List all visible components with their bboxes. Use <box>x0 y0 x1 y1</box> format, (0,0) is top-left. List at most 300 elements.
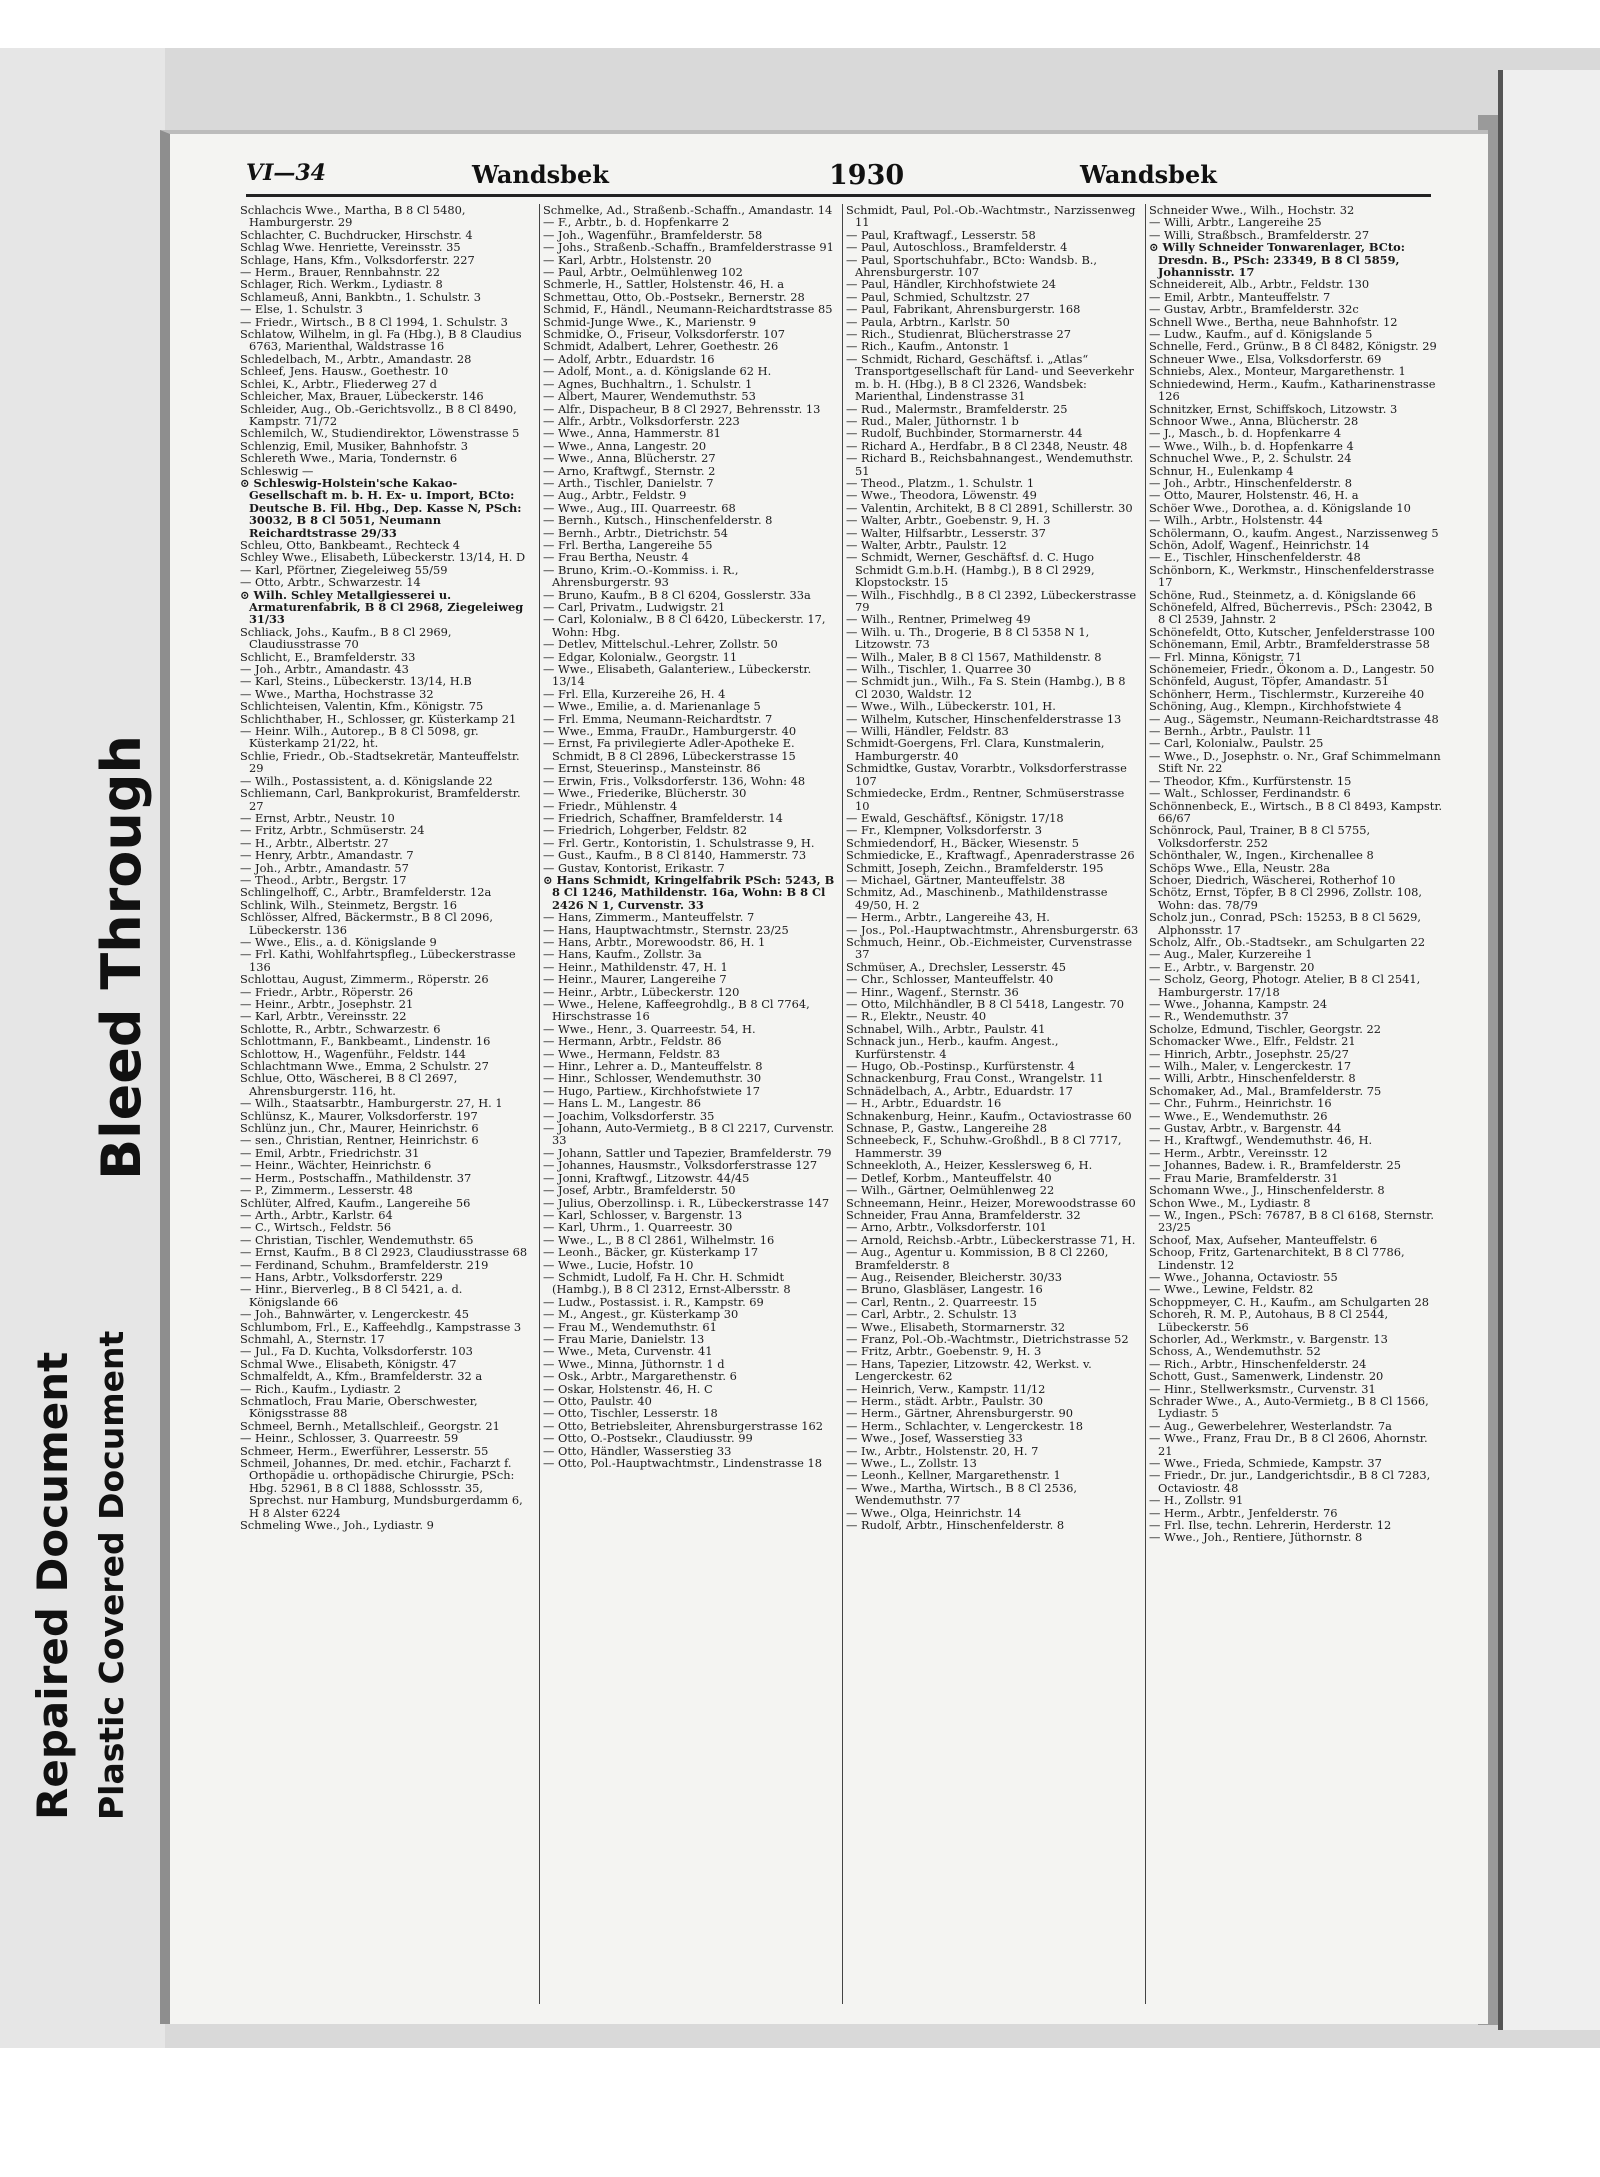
directory-entry: Schöer Wwe., Dorothea, a. d. Königslande 10 <box>1149 500 1411 515</box>
directory-entry: — Karl, Uhrm., 1. Quarreestr. 30 <box>543 1220 733 1235</box>
directory-entry: — Chr., Schlosser, Manteuffelstr. 40 <box>846 972 1054 987</box>
directory-entry: — Gust., Kaufm., B 8 Cl 8140, Hammerstr. 73 <box>543 848 807 863</box>
directory-entry: — Heinr., Arbtr., Lübeckerstr. 120 <box>543 984 740 999</box>
directory-entry: — sen., Christian, Rentner, Heinrichstr. 6 <box>240 1133 479 1148</box>
directory-entry: — Carl, Privatm., Ludwigstr. 21 <box>543 600 726 614</box>
directory-entry: Schomann Wwe., J., Hinschenfelderstr. 8 <box>1149 1183 1385 1198</box>
vertical-labels <box>10 700 160 1840</box>
column-divider <box>1145 204 1146 2004</box>
directory-entry: Schlachtmann Wwe., Emma, 2 Schulstr. 27 <box>240 1059 489 1074</box>
directory-entry: — Heinr., Schlosser, 3. Quarreestr. 59 <box>240 1431 459 1446</box>
directory-entry: — Wwe., Martha, Wirtsch., B 8 Cl 2536, Wendemuthstr. 77 <box>846 1480 1077 1508</box>
directory-entry: — E., Arbtr., v. Bargenstr. 20 <box>1149 959 1315 974</box>
directory-entry: — Heinr., Arbtr., Josephstr. 21 <box>240 997 414 1011</box>
directory-entry: — Otto, Arbtr., Schwarzestr. 14 <box>240 575 421 590</box>
directory-entry: — Johannes, Badew. i. R., Bramfelderstr. 25 <box>1149 1158 1402 1173</box>
directory-entry: — Paul, Autoschloss., Bramfelderstr. 4 <box>846 240 1068 255</box>
directory-entry: — Wwe., L., B 8 Cl 2861, Wilhelmstr. 16 <box>543 1232 775 1247</box>
directory-entry: Schlüter, Alfred, Kaufm., Langereihe 56 <box>240 1195 471 1210</box>
directory-entry: Schönherr, Herm., Tischlermstr., Kurzereihe 40 <box>1149 686 1425 701</box>
directory-entry: Schönnenbeck, E., Wirtsch., B 8 Cl 8493, Kampstr. 66/67 <box>1149 798 1443 825</box>
directory-entry: — Adolf, Mont., a. d. Königslande 62 H. <box>543 364 772 379</box>
directory-entry: — H., Arbtr., Albertstr. 27 <box>240 835 389 850</box>
directory-entry: — Albert, Maurer, Wendemuthstr. 53 <box>543 389 756 404</box>
directory-entry: Schlue, Otto, Wäscherei, B 8 Cl 2697, Ahrensburgerstr. 116, ht. <box>240 1071 458 1098</box>
directory-entry: — Otto, Paulstr. 40 <box>543 1394 652 1408</box>
directory-entry: Schnase, P., Gastw., Langereihe 28 <box>846 1121 1048 1136</box>
directory-entry: — R., Wendemuthstr. 37 <box>1149 1009 1289 1024</box>
directory-entry: Schmerle, H., Sattler, Holstenstr. 46, H. a <box>543 277 784 292</box>
directory-entry: — Theod., Arbtr., Bergstr. 17 <box>240 872 407 887</box>
directory-entry: — Alfr., Arbtr., Volksdorferstr. 223 <box>543 413 740 428</box>
directory-entry: ⊙ Willy Schneider Tonwarenlager, BCto: Dresdn. B., PSch: 23349, B 8 Cl 5859, Johannisstr. 17 <box>1149 240 1405 280</box>
directory-entry: — Paul, Arbtr., Oelmühlenweg 102 <box>543 265 743 280</box>
directory-entry: — Hans, Arbtr., Volksdorferstr. 229 <box>240 1269 443 1284</box>
directory-entry: Schnelle, Ferd., Grünw., B 8 Cl 8482, Königstr. 29 <box>1149 339 1437 354</box>
directory-entry: — Oskar, Holstenstr. 46, H. C <box>543 1381 713 1396</box>
directory-entry: Schmahl, A., Sternstr. 17 <box>240 1331 385 1346</box>
directory-entry: — Hermann, Arbtr., Feldstr. 86 <box>543 1034 722 1049</box>
directory-entry: Schmidtke, Gustav, Vorarbtr., Volksdorferstrasse 107 <box>846 761 1127 788</box>
directory-entry: — H., Kraftwgf., Wendemuthstr. 46, H. <box>1149 1133 1373 1148</box>
directory-entry: — Bernh., Arbtr., Dietrichstr. 54 <box>543 525 728 540</box>
directory-entry: — Wwe., Anna, Hammerstr. 81 <box>543 426 721 441</box>
directory-entry: Schmelke, Ad., Straßenb.-Schaffn., Amandastr. 14 <box>543 204 833 217</box>
directory-column-3 <box>846 204 1140 2004</box>
directory-entry: — Fritz, Arbtr., Goebenstr. 9, H. 3 <box>846 1344 1042 1359</box>
directory-entry: Schmidt, Adalbert, Lehrer, Goethestr. 26 <box>543 339 779 354</box>
directory-entry: — Herm., Arbtr., Jenfelderstr. 76 <box>1149 1505 1338 1520</box>
directory-entry: — Paul, Schmied, Schultzstr. 27 <box>846 289 1030 304</box>
directory-entry: Schnitzker, Ernst, Schiffskoch, Litzowstr. 3 <box>1149 401 1398 416</box>
directory-entry: — Wilh., Maler, B 8 Cl 1567, Mathildenstr. 8 <box>846 649 1102 664</box>
directory-entry: — Paula, Arbtrn., Karlstr. 50 <box>846 314 1010 329</box>
directory-entry: — F., Arbtr., b. d. Hopfenkarre 2 <box>543 215 730 230</box>
directory-entry: Schleswig — <box>240 463 314 478</box>
directory-columns <box>240 204 1443 2004</box>
directory-entry: — Ernst, Fa privilegierte Adler-Apotheke E. Schmidt, B 8 Cl 2896, Lübeckerstrasse 15 <box>543 736 796 763</box>
directory-entry: — W., Ingen., PSch: 76787, B 8 Cl 6168, Sternstr. 23/25 <box>1149 1207 1434 1235</box>
directory-entry: — Joh., Arbtr., Hinschenfelderstr. 8 <box>1149 475 1352 490</box>
directory-entry: — Frl. Ella, Kurzereihe 26, H. 4 <box>543 686 726 701</box>
directory-entry: — Otto, Betriebsleiter, Ahrensburgerstrasse 162 <box>543 1418 823 1433</box>
directory-entry: — Frl. Ilse, techn. Lehrerin, Herderstr. 12 <box>1149 1518 1392 1533</box>
directory-entry: — Wwe., Helene, Kaffeegrohdlg., B 8 Cl 7764, Hirschstrasse 16 <box>543 997 810 1024</box>
directory-entry: — Heinr., Wächter, Heinrichstr. 6 <box>240 1158 432 1173</box>
directory-entry: — Erwin, Fris., Volksdorferstr. 136, Wohn: 48 <box>543 773 806 788</box>
directory-entry: — Richard B., Reichsbahnangest., Wendemuthstr. 51 <box>846 451 1134 478</box>
directory-entry: — Wwe., Martha, Hochstrasse 32 <box>240 686 434 701</box>
directory-entry: — Wwe., Minna, Jüthornstr. 1 d <box>543 1356 725 1371</box>
directory-entry: Schlachter, C. Buchdrucker, Hirschstr. 4 <box>240 227 473 242</box>
page-header <box>246 158 1431 197</box>
directory-entry: — Aug., Arbtr., Feldstr. 9 <box>543 488 687 503</box>
directory-entry: — Ewald, Geschäftsf., Königstr. 17/18 <box>846 810 1064 825</box>
column-divider <box>539 204 540 2004</box>
directory-entry: — Julius, Oberzollinsp. i. R., Lübeckerstrasse 147 <box>543 1195 830 1210</box>
directory-entry: — Gustav, Arbtr., Bramfelderstr. 32c <box>1149 302 1359 317</box>
directory-entry: Schönemeier, Friedr., Ökonom a. D., Langestr. 50 <box>1149 662 1435 677</box>
directory-entry: — Rich., Kaufm., Lydiastr. 2 <box>240 1381 401 1396</box>
directory-entry: Schlottow, H., Wagenführ., Feldstr. 144 <box>240 1046 466 1061</box>
directory-entry: — Bernh., Arbtr., Paulstr. 11 <box>1149 724 1312 739</box>
directory-entry: — Leonh., Kellner, Margarethenstr. 1 <box>846 1468 1061 1483</box>
directory-entry: — Otto, Maurer, Holstenstr. 46, H. a <box>1149 488 1359 503</box>
directory-entry: — Wwe., Elis., a. d. Königslande 9 <box>240 934 437 949</box>
directory-column-2 <box>543 204 837 2004</box>
directory-entry: — Hinr., Wagenf., Sternstr. 36 <box>846 984 1019 999</box>
directory-entry: — Wwe., Meta, Curvenstr. 41 <box>543 1344 713 1359</box>
directory-entry: Schniedewind, Herm., Kaufm., Katharinenstrasse 126 <box>1149 376 1436 404</box>
directory-entry: Schrader Wwe., A., Auto-Vermietg., B 8 Cl 1566, Lydiastr. 5 <box>1149 1394 1429 1421</box>
directory-entry: — Heinrich, Verw., Kampstr. 11/12 <box>846 1381 1046 1396</box>
directory-entry: Schlünz jun., Chr., Maurer, Heinrichstr. 6 <box>240 1121 479 1136</box>
directory-entry: — Hinr., Schlosser, Wendemuthstr. 30 <box>543 1071 762 1086</box>
directory-entry: — Rud., Maler, Jüthornstr. 1 b <box>846 413 1019 428</box>
directory-entry: Schmettau, Otto, Ob.-Postsekr., Bernerstr. 28 <box>543 289 805 304</box>
directory-entry: — Rich., Arbtr., Hinschenfelderstr. 24 <box>1149 1356 1367 1371</box>
directory-entry: — Theodor, Kfm., Kurfürstenstr. 15 <box>1149 773 1352 788</box>
directory-entry: — Friedr., Dr. jur., Landgerichtsdir., B 8 Cl 7283, Octaviostr. 48 <box>1149 1468 1431 1495</box>
directory-entry: Schleider, Aug., Ob.-Gerichtsvollz., B 8 Cl 8490, Kampstr. 71/72 <box>240 401 517 428</box>
directory-entry: — Franz, Pol.-Ob.-Wachtmstr., Dietrichstrasse 52 <box>846 1331 1129 1346</box>
directory-entry: — Friedrich, Schaffner, Bramfelderstr. 14 <box>543 810 783 825</box>
directory-entry: — Aug., Reisender, Bleicherstr. 30/33 <box>846 1269 1063 1284</box>
directory-entry: Schneuer Wwe., Elsa, Volksdorferstr. 69 <box>1149 351 1382 366</box>
directory-entry: Schlünsz, K., Maurer, Volksdorferstr. 197 <box>240 1108 478 1123</box>
directory-entry: — R., Elektr., Neustr. 40 <box>846 1009 987 1024</box>
directory-entry: — Herm., städt. Arbtr., Paulstr. 30 <box>846 1394 1043 1408</box>
directory-entry: — Arno, Kraftwgf., Sternstr. 2 <box>543 463 716 478</box>
directory-entry: — Hans L. M., Langestr. 86 <box>543 1096 701 1111</box>
directory-entry: — Rich., Studienrat, Blücherstrasse 27 <box>846 327 1072 342</box>
directory-entry: — Wwe., Aug., III. Quarreestr. 68 <box>543 500 736 515</box>
directory-entry: Schmidke, O., Friseur, Volksdorferstr. 107 <box>543 327 786 342</box>
directory-entry: — Karl, Pförtner, Ziegeleiweg 55/59 <box>240 562 448 577</box>
directory-entry: — Gustav, Arbtr., v. Bargenstr. 44 <box>1149 1121 1342 1136</box>
directory-entry: — Frau Marie, Danielstr. 13 <box>543 1331 705 1346</box>
directory-entry: Schmüser, A., Drechsler, Lesserstr. 45 <box>846 959 1066 974</box>
directory-entry: — Jonni, Kraftwgf., Litzowstr. 44/45 <box>543 1170 750 1185</box>
city-heading-right: Wandsbek <box>1080 160 1217 189</box>
directory-entry: — Schmidt jun., Wilh., Fa S. Stein (Hambg.), B 8 Cl 2030, Waldstr. 12 <box>846 674 1126 701</box>
directory-entry: Scholz jun., Conrad, PSch: 15253, B 8 Cl 5629, Alphonsstr. 17 <box>1149 910 1421 937</box>
directory-entry: Schölermann, O., kaufm. Angest., Narzissenweg 5 <box>1149 525 1439 540</box>
directory-entry: ⊙ Schleswig-Holstein'sche Kakao-Gesellschaft m. b. H. Ex- u. Import, BCto: Deutsche B. Fil. Hbg., Dep. Kasse N, PSch: 30032, B 8 Cl 5051, Neumann Reichardtstrasse 29/33 <box>240 475 522 540</box>
directory-entry: — Frl. Gertr., Kontoristin, 1. Schulstrasse 9, H. <box>543 835 815 850</box>
directory-entry: — Bruno, Kaufm., B 8 Cl 6204, Gosslerstr. 33a <box>543 587 811 602</box>
directory-entry: — Carl, Kolonialw., Paulstr. 25 <box>1149 736 1324 751</box>
directory-entry: — Wwe., Elisabeth, Galanteriew., Lübeckerstr. 13/14 <box>543 662 812 689</box>
directory-entry: — M., Angest., gr. Küsterkamp 30 <box>543 1307 739 1322</box>
directory-entry: Schneekloth, A., Heizer, Kesslersweg 6, H. <box>846 1158 1093 1173</box>
directory-entry: — J., Masch., b. d. Hopfenkarre 4 <box>1149 426 1342 441</box>
directory-entry: — Detlev, Mittelschul.-Lehrer, Zollstr. 50 <box>543 637 778 652</box>
directory-entry: — Hinrich, Arbtr., Josephstr. 25/27 <box>1149 1046 1349 1061</box>
directory-entry: — Willi, Händler, Feldstr. 83 <box>846 724 1009 739</box>
directory-entry: Schlachcis Wwe., Martha, B 8 Cl 5480, Hamburgerstr. 29 <box>240 204 466 230</box>
directory-entry: — Frl. Bertha, Langereihe 55 <box>543 537 713 552</box>
directory-entry: Schott, Gust., Samenwerk, Lindenstr. 20 <box>1149 1369 1384 1384</box>
directory-entry: — Emil, Arbtr., Friedrichstr. 31 <box>240 1145 420 1160</box>
repaired-document-label: Repaired Document <box>28 1351 77 1820</box>
directory-entry: — Aug., Maler, Kurzereihe 1 <box>1149 947 1313 962</box>
directory-entry: Schoer, Diedrich, Wäscherei, Rotherhof 10 <box>1149 872 1396 887</box>
directory-entry: Schoof, Max, Aufseher, Manteuffelstr. 6 <box>1149 1232 1378 1247</box>
directory-entry: — Herm., Postschaffn., Mathildenstr. 37 <box>240 1170 472 1185</box>
directory-entry: Schorler, Ad., Werkmstr., v. Bargenstr. 13 <box>1149 1331 1388 1346</box>
directory-entry: Schmatloch, Frau Marie, Oberschwester, Königsstrasse 88 <box>240 1394 478 1421</box>
directory-entry: — Wwe., Theodora, Löwenstr. 49 <box>846 488 1037 503</box>
directory-entry: — Christian, Tischler, Wendemuthstr. 65 <box>240 1232 474 1247</box>
directory-entry: — Adolf, Arbtr., Eduardstr. 16 <box>543 351 715 366</box>
directory-entry: Schmeer, Herm., Ewerführer, Lesserstr. 55 <box>240 1443 489 1458</box>
directory-entry: Schleicher, Max, Brauer, Lübeckerstr. 146 <box>240 389 484 404</box>
directory-entry: Schönthaler, W., Ingen., Kirchenallee 8 <box>1149 848 1374 863</box>
directory-entry: — Friedr., Wirtsch., B 8 Cl 1994, 1. Schulstr. 3 <box>240 314 508 329</box>
directory-entry: Schmuch, Heinr., Ob.-Eichmeister, Curvenstrasse 37 <box>846 934 1132 962</box>
directory-entry: — Richard A., Herdfabr., B 8 Cl 2348, Neustr. 48 <box>846 438 1128 453</box>
directory-entry: Schomacker Wwe., Elfr., Feldstr. 21 <box>1149 1034 1356 1049</box>
directory-entry: — Aug., Gewerbelehrer, Westerlandstr. 7a <box>1149 1418 1392 1433</box>
directory-entry: Schlereth Wwe., Maria, Tondernstr. 6 <box>240 451 458 466</box>
directory-entry: — Joh., Arbtr., Amandastr. 57 <box>240 860 409 875</box>
directory-entry: — Wwe., D., Josephstr. o. Nr., Graf Schimmelmann Stift Nr. 22 <box>1149 748 1441 776</box>
directory-entry: Schlenzig, Emil, Musiker, Bahnhofstr. 3 <box>240 438 468 453</box>
directory-entry: — Friedr., Arbtr., Röperstr. 26 <box>240 984 413 999</box>
directory-entry: Schmeil, Johannes, Dr. med. etchir., Facharzt f. Orthopädie u. orthopädische Chirurgie, PSch: Hbg. 52961, B 8 Cl 1888, Schlossstr. 35, Sprechst. nur Hamburg, Mundsburgerdamm 6, H 8 Alster 6224 <box>240 1456 523 1520</box>
directory-entry: — Theod., Platzm., 1. Schulstr. 1 <box>846 475 1035 490</box>
directory-entry: Schnabel, Wilh., Arbtr., Paulstr. 41 <box>846 1021 1046 1036</box>
directory-entry: Schlösser, Alfred, Bäckermstr., B 8 Cl 2096, Lübeckerstr. 136 <box>240 910 494 937</box>
directory-entry: — Walt., Schlosser, Ferdinandstr. 6 <box>1149 786 1351 801</box>
directory-entry: — Joh., Arbtr., Amandastr. 43 <box>240 662 409 677</box>
directory-entry: — Wwe., Josef, Wasserstieg 33 <box>846 1431 1023 1446</box>
directory-column-4 <box>1149 204 1443 2004</box>
directory-entry: — Ernst, Arbtr., Neustr. 10 <box>240 810 395 825</box>
directory-entry: — Friedrich, Lohgerber, Feldstr. 82 <box>543 823 748 838</box>
city-heading-left: Wandsbek <box>472 160 609 189</box>
directory-entry: — Carl, Arbtr., 2. Schulstr. 13 <box>846 1307 1017 1322</box>
directory-entry: Schlag Wwe. Henriette, Vereinsstr. 35 <box>240 240 461 255</box>
directory-entry: — Johann, Sattler und Tapezier, Bramfelderstr. 79 <box>543 1145 832 1160</box>
directory-entry: — Walter, Arbtr., Goebenstr. 9, H. 3 <box>846 513 1051 528</box>
directory-entry: Schlumbom, Frl., E., Kaffeehdlg., Kampstrasse 3 <box>240 1319 522 1334</box>
directory-entry: — Carl, Kolonialw., B 8 Cl 6420, Lübeckerstr. 17, Wohn: Hbg. <box>543 612 826 639</box>
directory-entry: Schon Wwe., M., Lydiastr. 8 <box>1149 1195 1311 1210</box>
directory-entry: — Karl, Arbtr., Vereinsstr. 22 <box>240 1009 407 1024</box>
directory-entry: — Else, 1. Schulstr. 3 <box>240 302 363 317</box>
directory-entry: — P., Zimmerm., Lesserstr. 48 <box>240 1183 413 1198</box>
directory-entry: — Karl, Arbtr., Holstenstr. 20 <box>543 252 712 267</box>
directory-entry: — Wwe., Wilh., Lübeckerstr. 101, H. <box>846 699 1056 714</box>
directory-entry: — Hans, Kaufm., Zollstr. 3a <box>543 947 702 962</box>
directory-entry: — Walter, Arbtr., Paulstr. 12 <box>846 537 1007 552</box>
directory-entry: Schleu, Otto, Bankbeamt., Rechteck 4 <box>240 537 461 552</box>
directory-entry: — Wwe., Friederike, Blücherstr. 30 <box>543 786 747 801</box>
directory-entry: Schlingelhoff, C., Arbtr., Bramfelderstr. 12a <box>240 885 492 900</box>
directory-entry: Schnackenburg, Frau Const., Wrangelstr. 11 <box>846 1071 1104 1086</box>
directory-entry: — Paul, Fabrikant, Ahrensburgerstr. 168 <box>846 302 1081 317</box>
directory-entry: — Wwe., Lucie, Hofstr. 10 <box>543 1257 694 1272</box>
directory-entry: Scholz, Alfr., Ob.-Stadtsekr., am Schulgarten 22 <box>1149 934 1426 949</box>
directory-entry: Schneemann, Heinr., Heizer, Morewoodstrasse 60 <box>846 1195 1136 1210</box>
directory-entry: — Wilh., Arbtr., Holstenstr. 44 <box>1149 513 1323 528</box>
directory-entry: — Johannes, Hausmstr., Volksdorferstrasse 127 <box>543 1158 818 1173</box>
directory-entry: — Wwe., Olga, Heinrichstr. 14 <box>846 1505 1022 1520</box>
directory-entry: — Fritz, Arbtr., Schmüserstr. 24 <box>240 823 425 838</box>
directory-entry: Schlottmann, F., Bankbeamt., Lindenstr. 16 <box>240 1034 491 1049</box>
directory-entry: — Detlef, Korbm., Manteuffelstr. 40 <box>846 1170 1052 1185</box>
directory-entry: — Frau Marie, Bramfelderstr. 31 <box>1149 1170 1339 1185</box>
directory-entry: Schneebeck, F., Schuhw.-Großhdl., B 8 Cl 7717, Hammerstr. 39 <box>846 1133 1122 1160</box>
directory-entry: — Wilh. u. Th., Drogerie, B 8 Cl 5358 N 1, Litzowstr. 73 <box>846 624 1090 652</box>
directory-entry: — Wwe., Lewine, Feldstr. 82 <box>1149 1282 1314 1297</box>
directory-entry: — Scholz, Georg, Photogr. Atelier, B 8 Cl 2541, Hamburgerstr. 17/18 <box>1149 972 1421 999</box>
directory-entry: Schledelbach, M., Arbtr., Amandastr. 28 <box>240 351 472 366</box>
directory-entry: Schnakenburg, Heinr., Kaufm., Octaviostrasse 60 <box>846 1108 1132 1123</box>
directory-entry: Schmiedecke, Erdm., Rentner, Schmüserstrasse 10 <box>846 786 1125 813</box>
directory-entry: Schönrock, Paul, Trainer, B 8 Cl 5755, Volksdorferstr. 252 <box>1149 823 1371 850</box>
directory-entry: Schlicht, E., Bramfelderstr. 33 <box>240 649 416 664</box>
plastic-covered-label: Plastic Covered Document <box>92 1330 131 1820</box>
directory-entry: Schoss, A., Wendemuthstr. 52 <box>1149 1344 1321 1359</box>
directory-entry: Schmiedicke, E., Kraftwagf., Apenraderstrasse 26 <box>846 848 1135 863</box>
directory-entry: Schliemann, Carl, Bankprokurist, Bramfelderstr. 27 <box>240 786 521 813</box>
directory-entry: Schönemann, Emil, Arbtr., Bramfelderstrasse 58 <box>1149 637 1430 652</box>
directory-entry: Schnädelbach, A., Arbtr., Eduardstr. 17 <box>846 1083 1073 1098</box>
directory-entry: — Otto, Tischler, Lesserstr. 18 <box>543 1406 718 1421</box>
directory-entry: — Frl. Kathi, Wohlfahrtspfleg., Lübeckerstrasse 136 <box>240 947 516 974</box>
directory-entry: — Ernst, Kaufm., B 8 Cl 2923, Claudiusstrasse 68 <box>240 1245 528 1260</box>
directory-page <box>160 130 1488 2024</box>
directory-entry: — Arno, Arbtr., Volksdorferstr. 101 <box>846 1220 1047 1235</box>
directory-entry: — Wilh., Fischhdlg., B 8 Cl 2392, Lübeckerstrasse 79 <box>846 587 1137 614</box>
bleed-through-label: Bleed Through <box>90 735 153 1180</box>
directory-entry: — Chr., Fuhrm., Heinrichstr. 16 <box>1149 1096 1332 1111</box>
directory-entry: — Hinr., Bierverleg., B 8 Cl 5421, a. d. Königslande 66 <box>240 1282 463 1309</box>
directory-entry: — Wwe., Johanna, Octaviostr. 55 <box>1149 1269 1338 1284</box>
directory-entry: Schmeel, Bernh., Metallschleif., Georgstr. 21 <box>240 1418 500 1433</box>
directory-entry: — Frl. Minna, Königstr. 71 <box>1149 649 1302 664</box>
directory-entry: — Walter, Hilfsarbtr., Lesserstr. 37 <box>846 525 1046 540</box>
directory-entry: — Wwe., Frieda, Schmiede, Kampstr. 37 <box>1149 1456 1382 1471</box>
directory-entry: — Willi, Arbtr., Hinschenfelderstr. 8 <box>1149 1071 1356 1086</box>
directory-entry: — C., Wirtsch., Feldstr. 56 <box>240 1220 392 1235</box>
directory-entry: — Ferdinand, Schuhm., Bramfelderstr. 219 <box>240 1257 489 1272</box>
directory-entry: — Henry, Arbtr., Amandastr. 7 <box>240 848 414 863</box>
directory-entry: — Heinr. Wilh., Autorep., B 8 Cl 5098, gr. Küsterkamp 21/22, ht. <box>240 724 479 751</box>
directory-entry: Schniebs, Alex., Monteur, Margarethenstr. 1 <box>1149 364 1406 379</box>
directory-entry: — Heinr., Mathildenstr. 47, H. 1 <box>543 959 728 974</box>
directory-entry: Schötz, Ernst, Töpfer, B 8 Cl 2996, Zollstr. 108, Wohn: das. 78/79 <box>1149 885 1423 912</box>
directory-entry: — Hans, Hauptwachtmstr., Sternstr. 23/25 <box>543 922 789 937</box>
directory-entry: — Willi, Straßbsch., Bramfelderstr. 27 <box>1149 227 1370 242</box>
directory-entry: — Wwe., Johanna, Kampstr. 24 <box>1149 997 1328 1011</box>
directory-entry: — Hans, Zimmerm., Manteuffelstr. 7 <box>543 910 755 925</box>
directory-entry: — Edgar, Kolonialw., Georgstr. 11 <box>543 649 738 664</box>
directory-entry: — Hans, Tapezier, Litzowstr. 42, Werkst. v. Lengerckestr. 62 <box>846 1356 1092 1384</box>
directory-entry: — Rich., Kaufm., Antonstr. 1 <box>846 339 1010 354</box>
directory-entry: — Joachim, Volksdorferstr. 35 <box>543 1108 715 1123</box>
directory-entry: — Wwe., Emilie, a. d. Marienanlage 5 <box>543 699 761 714</box>
directory-entry: — Willi, Arbtr., Langereihe 25 <box>1149 215 1322 230</box>
directory-entry: — Rudolf, Arbtr., Hinschenfelderstr. 8 <box>846 1518 1065 1533</box>
directory-entry: Schlichthaber, H., Schlosser, gr. Küsterkamp 21 <box>240 711 517 726</box>
directory-entry: — Otto, Milchhändler, B 8 Cl 5418, Langestr. 70 <box>846 997 1124 1011</box>
directory-entry: Schlie, Friedr., Ob.-Stadtsekretär, Manteuffelstr. 29 <box>240 748 520 776</box>
directory-entry: — Johs., Straßenb.-Schaffn., Bramfelderstrasse 91 <box>543 240 834 255</box>
directory-entry: — Wwe., Wilh., b. d. Hopfenkarre 4 <box>1149 438 1354 453</box>
column-divider <box>842 204 843 2004</box>
directory-entry: Schlemilch, W., Studiendirektor, Löwenstrasse 5 <box>240 426 520 441</box>
directory-entry: Schnoor Wwe., Anna, Blücherstr. 28 <box>1149 413 1359 428</box>
directory-entry: — Herm., Arbtr., Langereihe 43, H. <box>846 910 1050 925</box>
directory-entry: — Wwe., Emma, FrauDr., Hamburgerstr. 40 <box>543 724 797 739</box>
directory-entry: Schlotte, R., Arbtr., Schwarzestr. 6 <box>240 1021 441 1036</box>
directory-entry: Schmidt-Goergens, Frl. Clara, Kunstmalerin, Hamburgerstr. 40 <box>846 736 1105 763</box>
directory-entry: — Otto, O.-Postsekr., Claudiusstr. 99 <box>543 1431 753 1446</box>
directory-entry: Schmid, F., Händl., Neumann-Reichardtstrasse 85 <box>543 302 833 317</box>
directory-entry: Schlink, Wilh., Steinmetz, Bergstr. 16 <box>240 897 457 912</box>
directory-entry: — Wwe., Joh., Rentiere, Jüthornstr. 8 <box>1149 1530 1363 1545</box>
directory-entry: Schmid-Junge Wwe., K., Marienstr. 9 <box>543 314 757 329</box>
directory-entry: — Jul., Fa D. Kuchta, Volksdorferstr. 103 <box>240 1344 473 1359</box>
directory-entry: — Schmidt, Ludolf, Fa H. Chr. H. Schmidt (Hambg.), B 8 Cl 2312, Ernst-Albersstr. 8 <box>543 1269 791 1297</box>
directory-entry: — Joh., Wagenführ., Bramfelderstr. 58 <box>543 227 763 242</box>
directory-entry: Schnell Wwe., Bertha, neue Bahnhofstr. 12 <box>1149 314 1398 329</box>
directory-entry: Schönefeldt, Otto, Kutscher, Jenfelderstrasse 100 <box>1149 624 1435 639</box>
directory-entry: — Frau Bertha, Neustr. 4 <box>543 550 689 565</box>
directory-entry: — Wwe., Henr., 3. Quarreestr. 54, H. <box>543 1021 756 1036</box>
directory-entry: Schlottau, August, Zimmerm., Röperstr. 26 <box>240 972 489 987</box>
directory-entry: — Osk., Arbtr., Margarethenstr. 6 <box>543 1369 737 1384</box>
directory-entry: — Aug., Agentur u. Kommission, B 8 Cl 2260, Bramfelderstr. 8 <box>846 1245 1109 1272</box>
directory-entry: — Ernst, Steuerinsp., Mansteinstr. 86 <box>543 761 761 776</box>
directory-entry: — Paul, Sportschuhfabr., BCto: Wandsb. B., Ahrensburgerstr. 107 <box>846 252 1098 280</box>
directory-entry: — Joh., Bahnwärter, v. Lengerckestr. 45 <box>240 1307 470 1322</box>
year-heading: 1930 <box>829 160 905 191</box>
directory-entry: — H., Arbtr., Eduardstr. 16 <box>846 1096 1002 1111</box>
directory-entry: — Arnold, Reichsb.-Arbtr., Lübeckerstrasse 71, H. <box>846 1232 1136 1247</box>
directory-entry: Schnack jun., Herb., kaufm. Angest., Kurfürstenstr. 4 <box>846 1034 1059 1061</box>
directory-entry: Schomaker, Ad., Mal., Bramfelderstr. 75 <box>1149 1083 1382 1098</box>
directory-entry: Schmitt, Joseph, Zeichn., Bramfelderstr. 195 <box>846 860 1104 875</box>
directory-entry: — Wwe., Elisabeth, Stormarnerstr. 32 <box>846 1319 1066 1334</box>
directory-entry: Schlage, Hans, Kfm., Volksdorferstr. 227 <box>240 252 475 267</box>
directory-entry: — Fr., Klempner, Volksdorferstr. 3 <box>846 823 1042 838</box>
directory-entry: — Wilh., Maler, v. Lengerckestr. 17 <box>1149 1059 1352 1074</box>
directory-entry: — Hugo, Partiew., Kirchhofstwiete 17 <box>543 1083 760 1098</box>
directory-entry: Schoreh, R. M. P., Autohaus, B 8 Cl 2544, Lübeckerstr. 56 <box>1149 1307 1389 1334</box>
directory-entry: — Schmidt, Richard, Geschäftsf. i. „Atlas“ Transportgesellschaft für Land- und Seeverkehr m. b. H. (Hbg.), B 8 Cl 2326, Wandsbek: Marienthal, Lindenstrasse 31 <box>846 351 1134 404</box>
directory-entry: Schönfeld, August, Töpfer, Amandastr. 51 <box>1149 674 1389 689</box>
directory-entry: — Jos., Pol.-Hauptwachtmstr., Ahrensburgerstr. 63 <box>846 922 1139 937</box>
directory-entry: — Aug., Sägemstr., Neumann-Reichardtstrasse 48 <box>1149 711 1439 726</box>
directory-entry: — Wilh., Tischler, 1. Quarree 30 <box>846 662 1032 677</box>
directory-entry: Schmeling Wwe., Joh., Lydiastr. 9 <box>240 1518 434 1533</box>
directory-entry: Schmal Wwe., Elisabeth, Königstr. 47 <box>240 1356 457 1371</box>
directory-entry: Schneider Wwe., Wilh., Hochstr. 32 <box>1149 204 1355 217</box>
directory-entry: — Josef, Arbtr., Bramfelderstr. 50 <box>543 1183 736 1198</box>
directory-entry: — Hugo, Ob.-Postinsp., Kurfürstenstr. 4 <box>846 1059 1075 1074</box>
directory-entry: — Wilh., Staatsarbtr., Hamburgerstr. 27, H. 1 <box>240 1096 503 1111</box>
directory-entry: — Hinr., Stellwerksmstr., Curvenstr. 31 <box>1149 1381 1376 1396</box>
adjacent-page-bleed <box>1498 70 1600 2030</box>
directory-entry: Schnuchel Wwe., P., 2. Schulstr. 24 <box>1149 451 1352 466</box>
directory-entry: — Frau M., Wendemuthstr. 61 <box>543 1319 717 1334</box>
directory-entry: Schmidt, Paul, Pol.-Ob.-Wachtmstr., Narzissenweg 11 <box>846 204 1136 230</box>
